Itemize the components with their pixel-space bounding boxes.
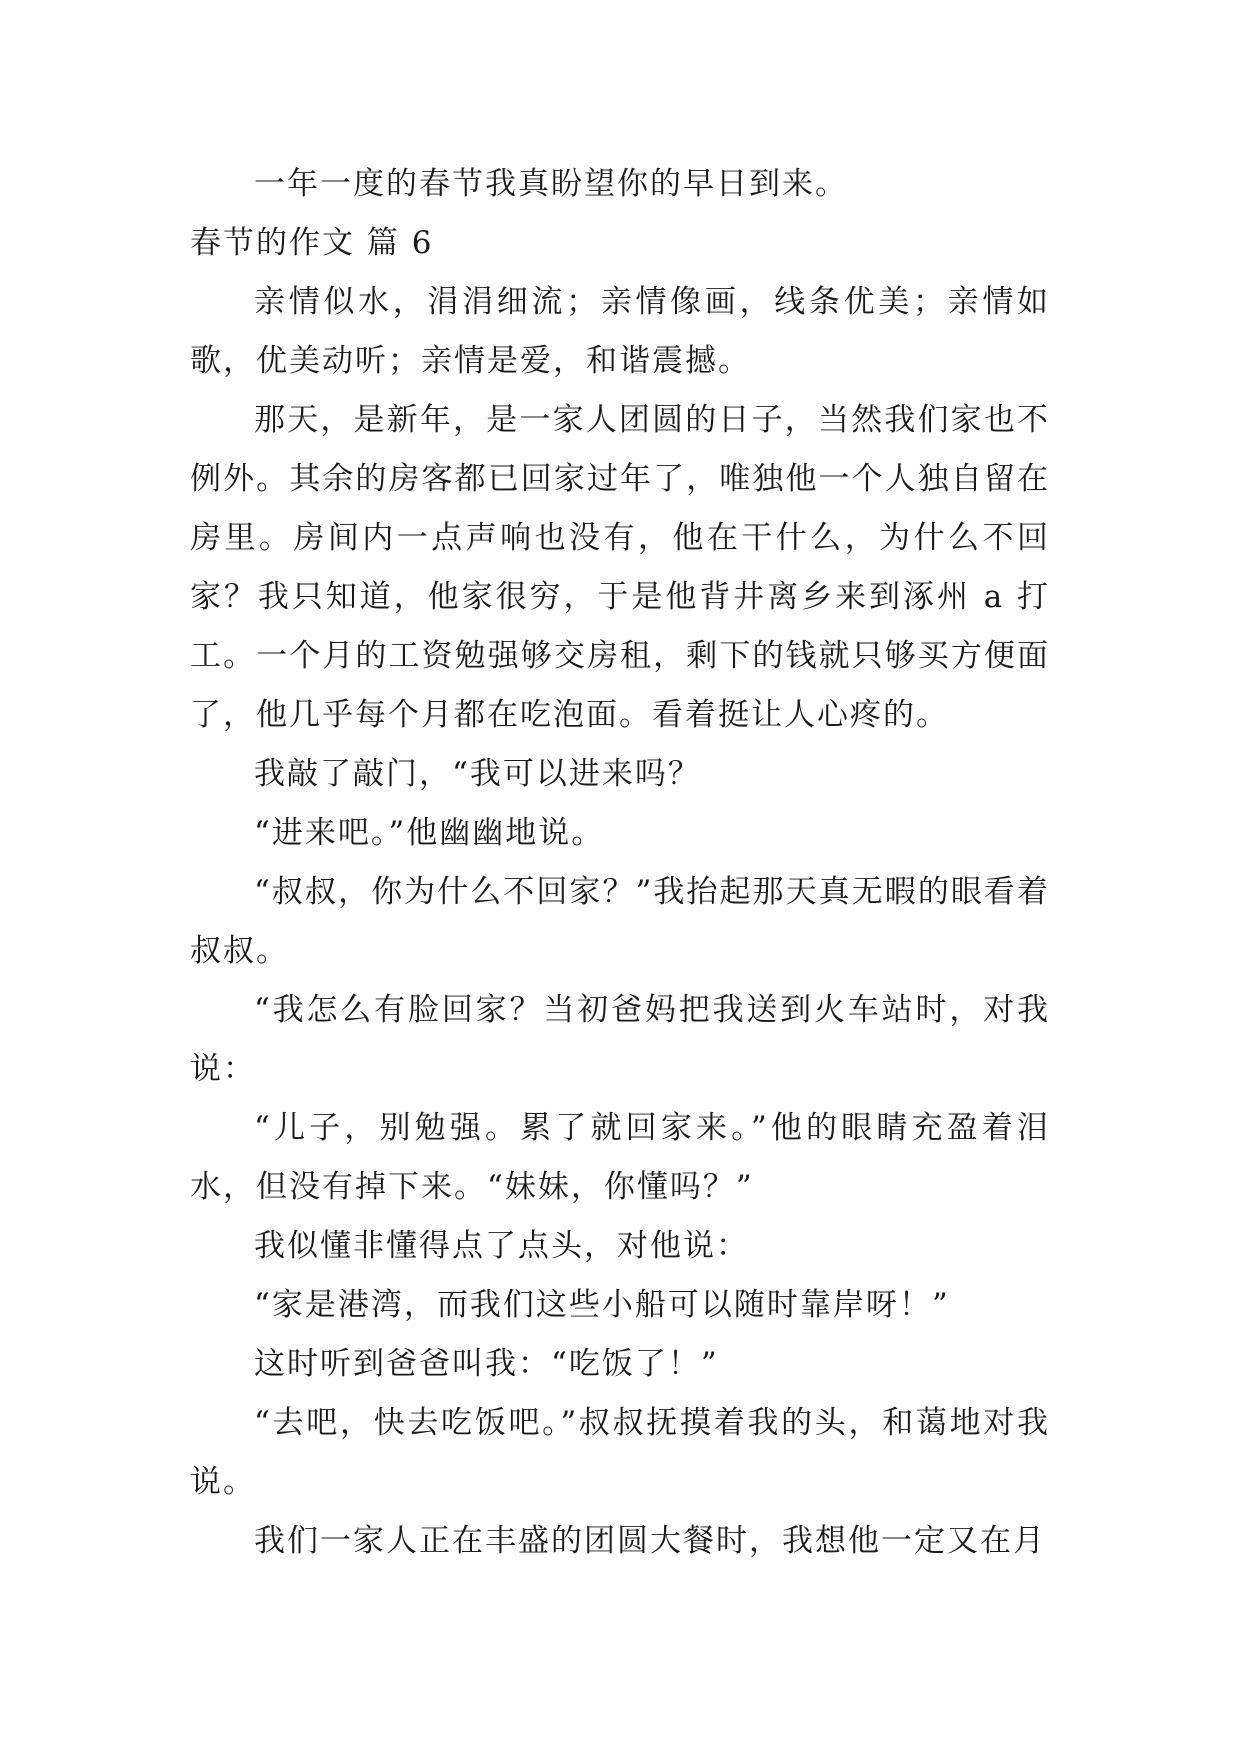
paragraph-8: 我似懂非懂得点了点头，对他说： <box>254 1228 749 1264</box>
paragraph-5: “叔叔，你为什么不回家？”我抬起那天真无暇的眼看着叔叔。 <box>190 874 1050 969</box>
paragraph-1: 亲情似水，涓涓细流；亲情像画，线条优美；亲情如歌，优美动听；亲情是爱，和谐震撼。 <box>190 284 1050 379</box>
paragraph-9: “家是港湾，而我们这些小船可以随时靠岸呀！” <box>254 1287 950 1323</box>
paragraph-4: “进来吧。”他幽幽地说。 <box>254 815 605 851</box>
document-body <box>190 155 1050 1571</box>
section-title: 春节的作文 篇 6 <box>190 225 434 261</box>
paragraph-12: 我们一家人正在丰盛的团圆大餐时，我想他一定又在月 <box>254 1523 1046 1559</box>
paragraph-6: “我怎么有脸回家？当初爸妈把我送到火车站时，对我说： <box>190 992 1050 1087</box>
paragraph-intro: 一年一度的春节我真盼望你的早日到来。 <box>254 166 848 202</box>
paragraph-2: 那天，是新年，是一家人团圆的日子，当然我们家也不例外。其余的房客都已回家过年了，唯独他一个人独自留在房里。房间内一点声响也没有，他在干什么，为什么不回家？我只知道，他家很穷，于是他背井离乡来到涿州 a 打工。一个月的工资勉强够交房租，剩下的钱就只够买方便面了，他几乎每个月都在吃泡面。看着挺让人心疼的。 <box>190 402 1050 733</box>
paragraph-7: “儿子，别勉强。累了就回家来。”他的眼睛充盈着泪水，但没有掉下来。“妹妹，你懂吗？” <box>190 1110 1050 1205</box>
paragraph-11: “去吧，快去吃饭吧。”叔叔抚摸着我的头，和蔼地对我说。 <box>190 1405 1050 1500</box>
paragraph-10: 这时听到爸爸叫我：“吃饭了！” <box>254 1346 719 1382</box>
paragraph-3: 我敲了敲门，“我可以进来吗？ <box>254 756 701 792</box>
